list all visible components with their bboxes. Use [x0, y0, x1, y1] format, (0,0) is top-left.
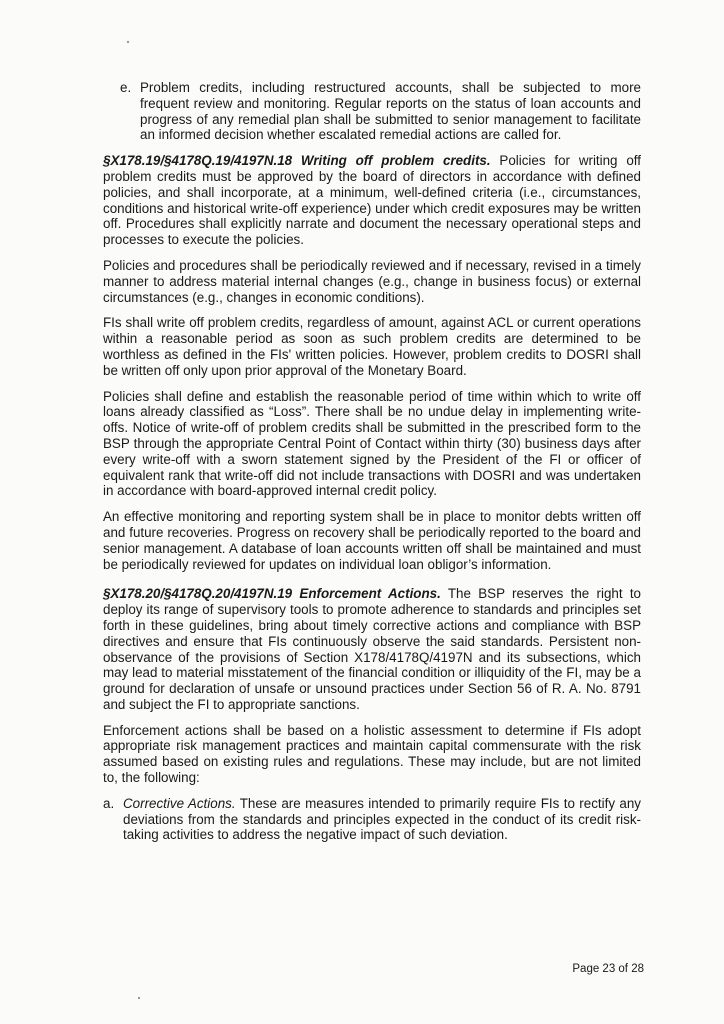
paragraph: FIs shall write off problem credits, regardless of amount, against ACL or current operations within a reasonable period as soon as such problem credits are determined to be worthless as defined in the FIs' written policies. However, problem credits to DOSRI shall be written off only upon prior approval of the Monetary Board. — [103, 315, 641, 378]
section-paragraph — [103, 586, 641, 712]
paragraph: Policies shall define and establish the reasonable period of time within which to write off loans already classified as “Loss”. There shall be no undue delay in implementing write-offs. Notice of write-off of problem credits shall be submitted in the prescribed form to the BSP through the appropriate Central Point of Contact within thirty (30) business days after every write-off with a sworn statement signed by the President of the FI or officer of equivalent rank that write-off did not include transactions with DOSRI and was undertaken in accordance with board-approved internal credit policy. — [103, 388, 641, 499]
paragraph-text: Policies for writing off problem credits must be approved by the board of directors in accordance with defined policies, and shall incorporate, at a minimum, well-defined criteria (i.e., circumstances, conditions and historical write-off experience) under which credit exposures may be written off. Procedures shall explicitly narrate and document the necessary operational steps and processes to execute the policies. — [103, 153, 641, 248]
list-marker: a. — [103, 795, 115, 811]
section-heading-write-off: §X178.19/§4178Q.19/4197N.18 Writing off problem credits. — [103, 153, 491, 169]
paragraph: An effective monitoring and reporting system shall be in place to monitor debts written off and future recoveries. Progress on recovery shall be periodically reported to the board and senior management. A database of loan accounts written off shall be maintained and must be periodically reviewed for updates on individual loan obligor’s information. — [103, 509, 641, 572]
scan-speck — [127, 41, 129, 43]
list-item-body: These are measures intended to primarily require FIs to rectify any deviations from the standards and principles expected in the conduct of its credit risk-taking activities to address the negative impact of such deviation. — [123, 795, 642, 843]
list-marker: e. — [120, 80, 132, 95]
scan-speck — [138, 997, 140, 999]
section-heading-enforcement: §X178.20/§4178Q.20/4197N.19 Enforcement Actions. — [103, 586, 441, 602]
document-page — [103, 80, 641, 853]
section-paragraph — [103, 153, 641, 248]
list-item-a — [103, 796, 641, 843]
page-number: Page 23 of 28 — [572, 963, 644, 975]
paragraph: Enforcement actions shall be based on a holistic assessment to determine if FIs adopt appropriate risk management practices and maintain capital commensurate with the risk assumed based on existing rules and regulations. These may include, but are not limited to, the following: — [103, 722, 641, 786]
paragraph-text: The BSP reserves the right to deploy its range of supervisory tools to promote adherence to standards and principles set forth in these guidelines, bring about timely corrective actions and compliance with BSP directives and ensure that FIs continuously observe the said standards. Persistent non-observance of the provisions of Section X178/4178Q/4197N and its subsections, which may lead to material misstatement of the financial condition or illiquidity of the FI, may be a ground for declaration of unsafe or unsound practices under Section 56 of R. A. No. 8791 and subject the FI to appropriate sanctions. — [103, 586, 641, 712]
list-item-text: Problem credits, including restructured accounts, shall be subjected to more frequent review and monitoring. Regular reports on the status of loan accounts and progress of any remedial plan shall be submitted to senior management to facilitate an informed decision whether escalated remedial actions are called for. — [140, 80, 641, 143]
list-item-text — [123, 796, 641, 843]
list-item-title: Corrective Actions. — [123, 795, 236, 811]
paragraph: Policies and procedures shall be periodically reviewed and if necessary, revised in a timely manner to address material internal changes (e.g., change in business focus) or external circumstances (e.g., changes in economic conditions). — [103, 257, 641, 305]
list-item-e — [120, 80, 641, 143]
